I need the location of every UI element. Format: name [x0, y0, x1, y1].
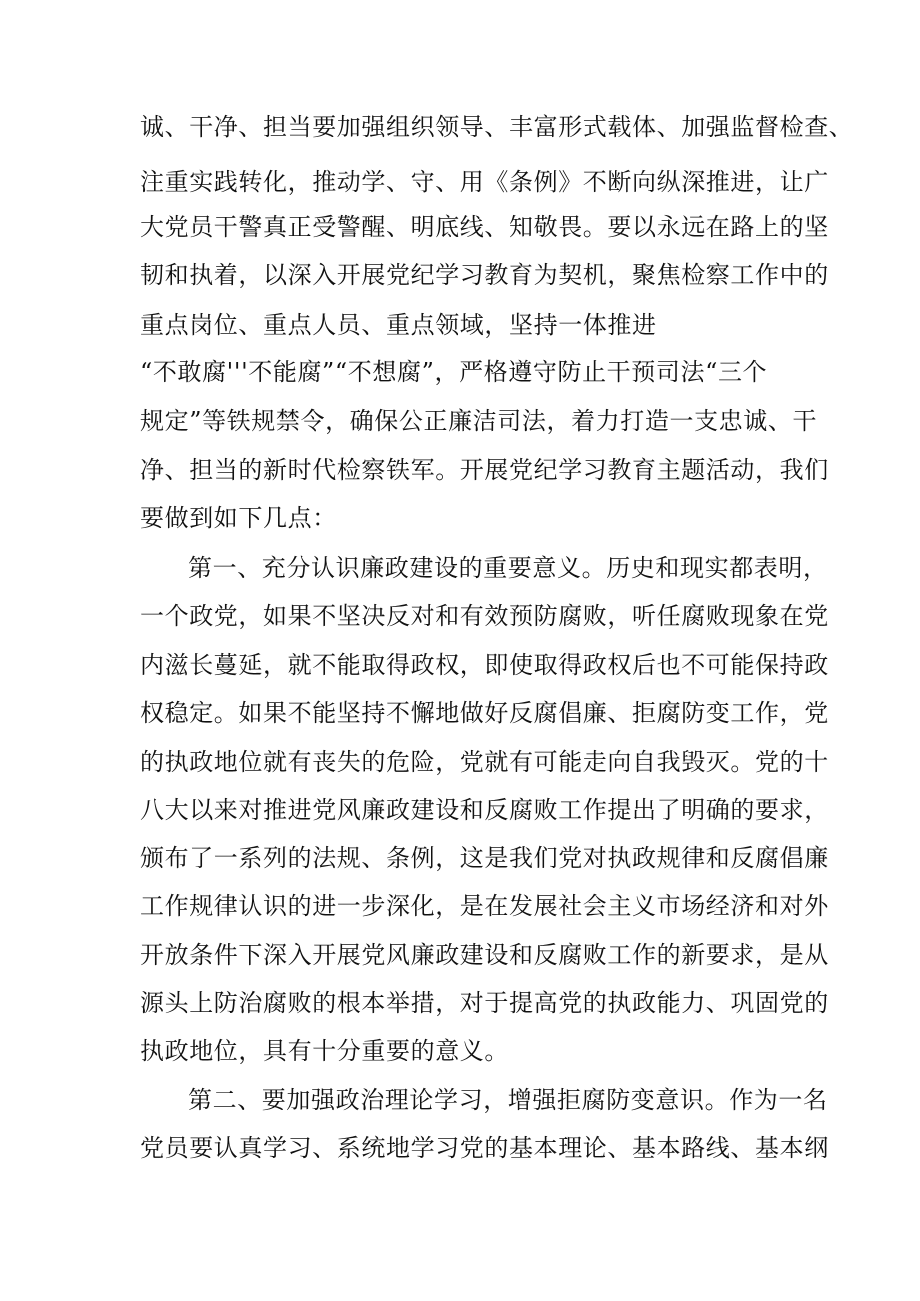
text-line: 内滋长蔓延，就不能取得政权，即使取得政权后也不可能保持政: [140, 651, 829, 679]
text-line: 颁布了一系列的法规、条例，这是我们党对执政规律和反腐倡廉: [140, 844, 829, 872]
text-line: 大党员干警真正受警醒、明底线、知敬畏。要以永远在路上的坚: [140, 213, 829, 241]
text-line: 韧和执着，以深入开展党纪学习教育为契机，聚焦检察工作中的: [140, 261, 829, 289]
text-line: 的执政地位就有丧失的危险，党就有可能走向自我毁灭。党的十: [140, 748, 829, 776]
text-line: 注重实践转化，推动学、守、用《条例》不断向纵深推进，让广: [140, 168, 829, 196]
text-line: “不敢腐'''不能腐”“不想腐”，严格遵守防止干预司法“三个: [140, 358, 768, 386]
text-line: 要做到如下几点：: [140, 504, 337, 532]
text-line: 八大以来对推进党风廉政建设和反腐败工作提出了明确的要求，: [140, 796, 829, 824]
text-line: 规定”等铁规禁令，确保公正廉洁司法，着力打造一支忠诚、干: [140, 407, 818, 435]
text-line: 工作规律认识的进一步深化，是在发展社会主义市场经济和对外: [140, 892, 829, 920]
text-line: 诚、干净、担当要加强组织领导、丰富形式载体、加强监督检查、: [140, 113, 854, 141]
paragraph-first-line: 第二、要加强政治理论学习，增强拒腐防变意识。作为一名: [188, 1086, 828, 1114]
paragraph-first-line: 第一、充分认识廉政建设的重要意义。历史和现实都表明，: [188, 554, 828, 582]
text-line: 一个政党，如果不坚决反对和有效预防腐败，听任腐败现象在党: [140, 602, 829, 630]
text-line: 净、担当的新时代检察铁军。开展党纪学习教育主题活动，我们: [140, 456, 829, 484]
text-line: 开放条件下深入开展党风廉政建设和反腐败工作的新要求，是从: [140, 941, 829, 969]
text-line: 源头上防治腐败的根本举措，对于提高党的执政能力、巩固党的: [140, 989, 829, 1017]
text-line: 重点岗位、重点人员、重点领域，坚持一体推进: [140, 311, 657, 339]
text-line: 执政地位，具有十分重要的意义。: [140, 1037, 509, 1065]
text-line: 权稳定。如果不能坚持不懈地做好反腐倡廉、拒腐防变工作，党: [140, 699, 829, 727]
text-line: 党员要认真学习、系统地学习党的基本理论、基本路线、基本纲: [140, 1134, 829, 1162]
